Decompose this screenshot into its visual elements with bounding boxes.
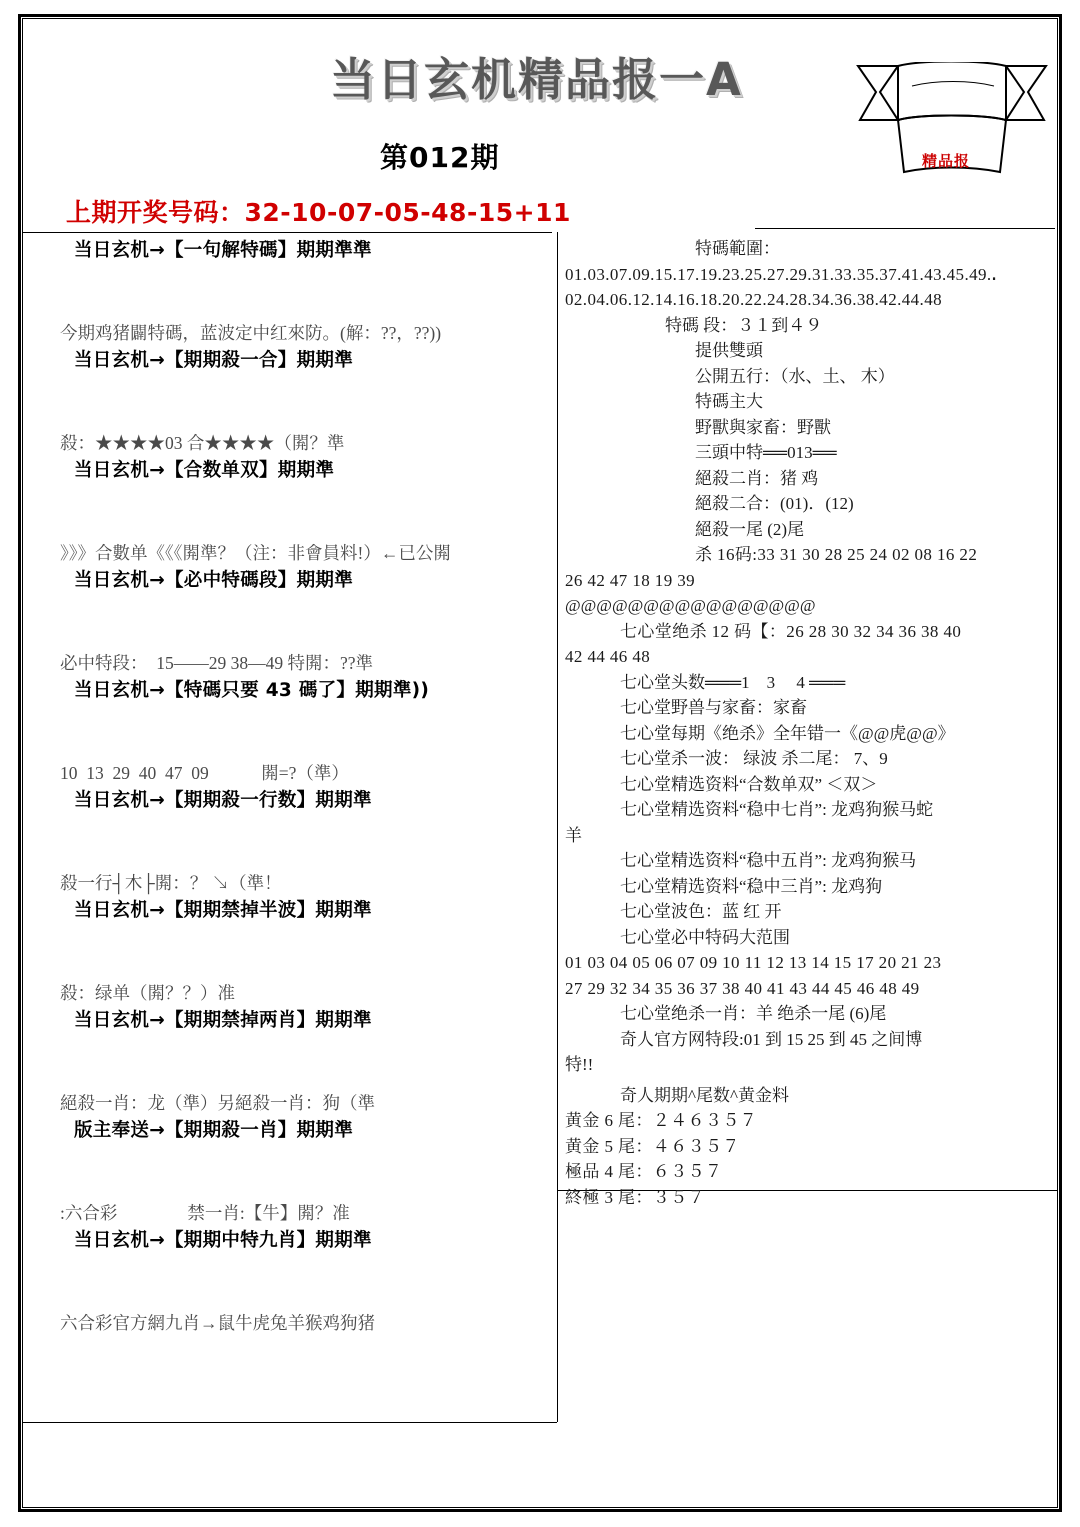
content-block xyxy=(60,870,550,926)
right-line: 特碼範圍： xyxy=(695,239,780,258)
right-line: 七心堂必中特码大范围 xyxy=(620,927,790,947)
right-line: 黄金 6 尾：２４６３５７ xyxy=(565,1111,758,1130)
right-column xyxy=(565,236,1057,1210)
block-text: 10 13 29 40 47 09 閞=?（準） xyxy=(60,763,349,783)
right-line: 特碼 段：３１到４９ xyxy=(665,315,823,335)
content-block xyxy=(60,320,550,376)
right-line: 絕殺一尾 (2)尾 xyxy=(695,519,805,539)
block-text: 殺：★★★★03 合★★★★（閞？準 xyxy=(60,433,345,453)
right-line: 七心堂精选资料“稳中七肖”: 龙鸡狗猴马蛇 xyxy=(620,800,934,819)
right-line: 七心堂精选资料“合数单双” ＜双＞ xyxy=(620,774,878,794)
block-title: 当日玄机→【期期中特九肖】期期準 xyxy=(74,1230,372,1251)
masthead xyxy=(330,52,890,114)
right-line: 26 42 47 18 19 39 xyxy=(565,570,696,590)
block-text: 》》》合數单《《《閞準？（注：非會員料!）←已公閞 xyxy=(60,543,451,563)
right-line: 絕殺二肖：猪 鸡 xyxy=(695,468,819,488)
block-text: 絕殺一肖：龙（準）另絕殺一肖：狗（準 xyxy=(60,1093,375,1113)
right-line: 黄金 5 尾：４６３５７ xyxy=(565,1136,740,1156)
right-line: 01.03.07.09.15.17.19.23.25.27.29.31.33.35.37.41.43.45.49.ꓸ xyxy=(565,264,998,284)
right-line: 特碼主大 xyxy=(695,392,763,411)
content-block xyxy=(60,236,550,266)
content-block xyxy=(60,650,550,706)
banner-flag-graphic xyxy=(850,62,1055,180)
last-draw-numbers: 上期开奖号码：32-10-07-05-48-15+11 xyxy=(66,198,571,227)
right-line: 七心堂绝杀一肖：羊 绝杀一尾 (6)尾 xyxy=(620,1004,887,1023)
right-line: 特!! xyxy=(565,1055,594,1074)
block-text: 六合彩官方網九肖→鼠牛虎兔羊猴鸡狗猪 xyxy=(60,1313,375,1333)
right-line: 絕殺二合：(01)．(12) xyxy=(695,494,854,513)
right-line: 27 29 32 34 35 36 37 38 40 41 43 44 45 46 48 49 xyxy=(565,978,920,998)
right-line: 七心堂波色：蓝 红 开 xyxy=(620,902,782,921)
header-divider-right xyxy=(755,228,1055,229)
right-line: 終極 3 尾：３５７ xyxy=(565,1187,705,1207)
right-line: 羊 xyxy=(565,825,582,845)
block-text: 殺一行┤木├閞：？ ↘（準！ xyxy=(60,873,282,893)
right-line: 奇人官方网特段:01 到 15 25 到 45 之间博 xyxy=(620,1029,923,1049)
block-text: 必中特段： 15——29 38—49 特閞：??準 xyxy=(60,653,374,673)
block-title: 当日玄机→【一句解特碼】期期準準 xyxy=(74,240,372,261)
right-line: 42 44 46 48 xyxy=(565,647,651,666)
block-title: 当日玄机→【期期禁掉半波】期期準 xyxy=(74,900,372,921)
right-line: @@@@@@@@@@@@@@@@ xyxy=(565,596,816,615)
content-block xyxy=(60,1200,550,1256)
block-title: 当日玄机→【特碼只要 43 碼了】期期準)) xyxy=(74,680,430,701)
block-title: 当日玄机→【期期殺一行数】期期準 xyxy=(74,790,372,811)
header-divider-left xyxy=(22,232,552,233)
block-title: 当日玄机→【必中特碼段】期期準 xyxy=(74,570,354,591)
right-line: 七心堂杀一波： 绿波 杀二尾： 7、9 xyxy=(620,749,888,768)
block-text: 今期鸡猪闢特碼，蓝波定中红來防。(解：??，??)) xyxy=(60,323,442,343)
right-line: 01 03 04 05 06 07 09 10 11 12 13 14 15 17 20 21 23 xyxy=(565,953,942,972)
right-line: 七心堂绝杀 12 码【：26 28 30 32 34 36 38 40 xyxy=(620,621,962,641)
block-text: 殺：绿单（閞？？）准 xyxy=(60,983,235,1003)
block-title: 当日玄机→【期期殺一合】期期準 xyxy=(74,350,354,371)
block-title: 版主奉送→【期期殺一肖】期期準 xyxy=(74,1120,354,1141)
right-line: 02.04.06.12.14.16.18.20.22.24.28.34.36.38.42.44.48 xyxy=(565,290,942,309)
right-line: 極品 4 尾：６３５７ xyxy=(565,1162,723,1181)
block-title: 当日玄机→【合数单双】期期準 xyxy=(74,460,335,481)
issue-number: 第012期 xyxy=(380,141,500,174)
content-block xyxy=(60,1090,550,1146)
block-title: 当日玄机→【期期禁掉两肖】期期準 xyxy=(74,1010,372,1031)
column-separator xyxy=(557,232,558,1422)
right-line: 公開五行：（水、土、 木） xyxy=(695,366,895,386)
bottom-divider-left xyxy=(22,1422,557,1423)
content-block xyxy=(60,980,550,1036)
block-text: :六合彩 禁一肖:【牛】閞？准 xyxy=(60,1203,350,1223)
right-line: 杀 16码:33 31 30 28 25 24 02 08 16 22 xyxy=(695,545,978,564)
banner-badge: 精品报 xyxy=(922,152,971,170)
content-block-footer xyxy=(60,1310,550,1336)
left-column xyxy=(60,236,550,1360)
content-block xyxy=(60,540,550,596)
right-line: 七心堂精选资料“稳中三肖”: 龙鸡狗 xyxy=(620,876,883,896)
right-line: 七心堂头数═══1 3 4 ═══ xyxy=(620,672,846,692)
right-line: 七心堂野兽与家畜：家畜 xyxy=(620,698,807,717)
right-line: 奇人期期^尾数^黄金料 xyxy=(620,1085,789,1105)
right-line: 三頭中特══013══ xyxy=(695,443,837,462)
right-line: 野獸與家畜：野獸 xyxy=(695,417,831,437)
right-line: 提供雙頭 xyxy=(695,341,763,360)
right-line: 七心堂每期《绝杀》全年错一《@@虎@@》 xyxy=(620,723,955,743)
right-line: 七心堂精选资料“稳中五肖”: 龙鸡狗猴马 xyxy=(620,851,917,870)
page-title: 当日玄机精品报一A xyxy=(330,53,743,106)
content-block xyxy=(60,430,550,486)
content-block xyxy=(60,760,550,816)
